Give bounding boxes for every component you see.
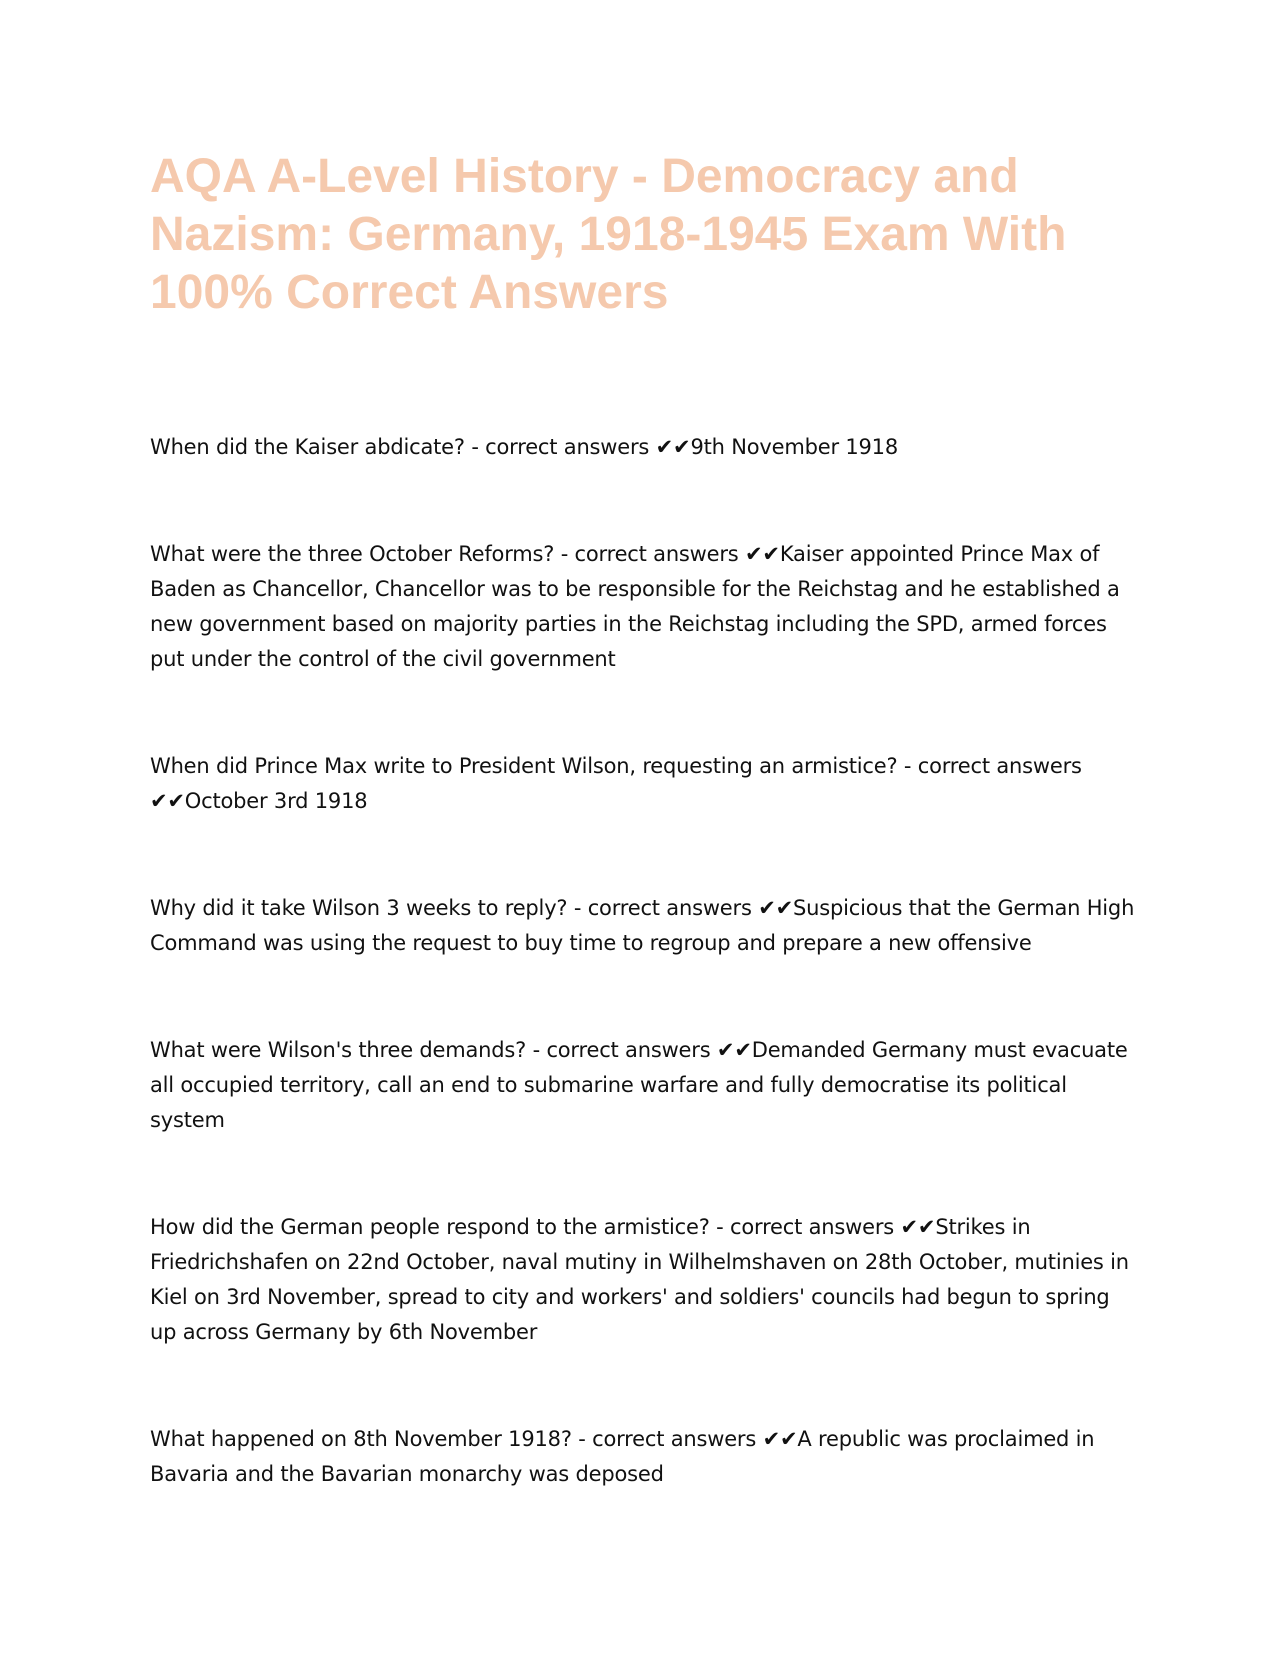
check-icon: ✔✔ xyxy=(150,789,185,813)
answer-marker: - correct answers xyxy=(897,754,1089,778)
qa-item xyxy=(150,749,1140,819)
answer-marker: - correct answers xyxy=(571,1427,763,1451)
answer-text: Strikes in Friedrichshafen on 22nd October, naval mutiny in Wilhelmshaven on 28th October, mutinies in Kiel on 3rd November, spread to city and workers' and soldiers' councils had begun to spring up across Germany by 6th November xyxy=(150,1215,1129,1344)
check-icon: ✔✔ xyxy=(900,1215,936,1239)
answer-marker: - correct answers xyxy=(464,435,656,459)
answer-text: A republic was proclaimed in Bavaria and the Bavarian monarchy was deposed xyxy=(150,1427,1095,1486)
answer-marker: - correct answers xyxy=(709,1215,901,1239)
answer-text: Kaiser appointed Prince Max of Baden as Chancellor, Chancellor was to be responsible for the Reichstag and he established a new government based on majority parties in the Reichstag including the SPD, armed forces put under the control of the civil government xyxy=(150,542,1120,671)
question-text: What were the three October Reforms? xyxy=(150,542,555,566)
check-icon: ✔✔ xyxy=(745,542,780,566)
qa-item xyxy=(150,891,1140,961)
check-icon: ✔✔ xyxy=(758,896,793,920)
question-text: How did the German people respond to the armistice? xyxy=(150,1215,710,1239)
question-text: What were Wilson's three demands? xyxy=(150,1038,527,1062)
answer-marker: - correct answers xyxy=(554,542,746,566)
check-icon: ✔✔ xyxy=(762,1427,798,1451)
qa-item xyxy=(150,537,1140,677)
answer-marker: - correct answers xyxy=(526,1038,717,1062)
question-text: Why did it take Wilson 3 weeks to reply? xyxy=(150,896,568,920)
question-text: When did Prince Max write to President Wilson, requesting an armistice? xyxy=(150,754,898,778)
qa-item xyxy=(150,1422,1140,1492)
check-icon: ✔✔ xyxy=(655,435,691,459)
qa-list xyxy=(150,430,1140,1492)
check-icon: ✔✔ xyxy=(716,1038,752,1062)
qa-item xyxy=(150,430,1140,465)
document-title: AQA A-Level History - Democracy and Nazism: Germany, 1918-1945 Exam With 100% Correct Answers xyxy=(150,150,1067,319)
answer-text: Suspicious that the German High Command was using the request to buy time to regroup and prepare a new offensive xyxy=(150,896,1135,955)
answer-text: October 3rd 1918 xyxy=(184,789,368,813)
question-text: When did the Kaiser abdicate? xyxy=(150,435,465,459)
answer-text: Demanded Germany must evacuate all occupied territory, call an end to submarine warfare and fully democratise its political system xyxy=(150,1038,1128,1132)
qa-item xyxy=(150,1033,1140,1138)
document-page xyxy=(150,148,1140,1564)
question-text: What happened on 8th November 1918? xyxy=(150,1427,572,1451)
qa-item xyxy=(150,1210,1140,1350)
answer-marker: - correct answers xyxy=(567,896,759,920)
answer-text: 9th November 1918 xyxy=(690,435,898,459)
